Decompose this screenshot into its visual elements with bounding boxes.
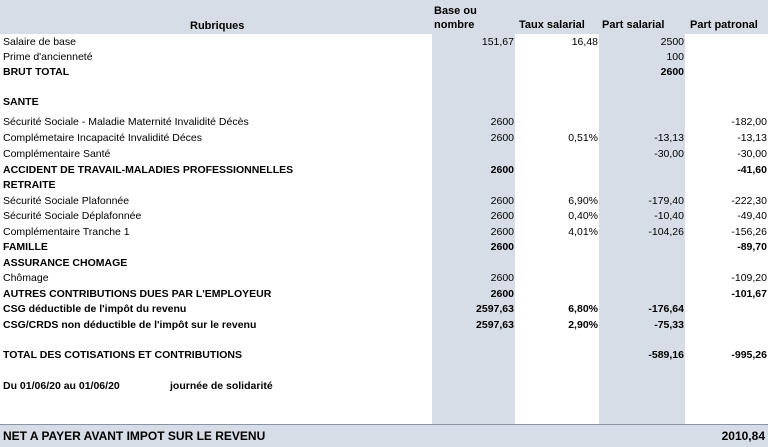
table-section-header: [0, 256, 768, 271]
row-label: Chômage: [3, 272, 49, 284]
row-label: AUTRES CONTRIBUTIONS DUES PAR L'EMPLOYEUR: [3, 288, 272, 300]
row-label: Sécurité Sociale - Maladie Maternité Invalidité Décès: [3, 116, 249, 128]
row-base: 2600: [490, 195, 514, 207]
row-taux: 2,90%: [568, 319, 598, 331]
row-part-patronal: -156,26: [731, 226, 767, 238]
table-row: [0, 35, 768, 50]
row-taux: 6,80%: [568, 303, 598, 315]
row-base: 2600: [490, 132, 514, 144]
header-base-line1: Base ou: [434, 5, 477, 17]
row-label: Sécurité Sociale Déplafonnée: [3, 210, 142, 222]
row-part-salarial: -104,26: [648, 226, 684, 238]
row-part-patronal: -30,00: [737, 148, 767, 160]
net-pay-bar: [0, 424, 768, 447]
row-part-patronal: -101,67: [731, 288, 767, 300]
row-taux: 4,01%: [568, 226, 598, 238]
row-part-salarial: -176,64: [648, 303, 684, 315]
row-part-patronal: -995,26: [731, 349, 767, 361]
row-label: TOTAL DES COTISATIONS ET CONTRIBUTIONS: [3, 349, 242, 361]
net-pay-value: 2010,84: [721, 429, 765, 443]
table-row: [0, 115, 768, 130]
row-base: 2597,63: [476, 303, 514, 315]
row-part-salarial: -179,40: [648, 195, 684, 207]
row-base: 2600: [490, 210, 514, 222]
table-row: [0, 163, 768, 178]
table-row: [0, 209, 768, 224]
row-part-salarial: 2500: [660, 36, 684, 48]
table-row: [0, 147, 768, 162]
row-label: RETRAITE: [3, 179, 56, 191]
table-row-total: [0, 65, 768, 80]
table-row: [0, 318, 768, 333]
row-base: 2600: [490, 164, 514, 176]
period-label: Du 01/06/20 au 01/06/20: [3, 380, 120, 392]
header-part-patronal: Part patronal: [690, 19, 758, 31]
row-label: Sécurité Sociale Plafonnée: [3, 195, 130, 207]
table-row: [0, 50, 768, 65]
row-label: BRUT TOTAL: [3, 66, 70, 78]
row-base: 151,67: [481, 36, 514, 48]
table-row: [0, 194, 768, 209]
table-row: [0, 287, 768, 302]
row-part-salarial: -10,40: [654, 210, 684, 222]
row-part-salarial: 100: [666, 51, 684, 63]
row-part-salarial: -13,13: [654, 132, 684, 144]
row-part-patronal: -49,40: [737, 210, 767, 222]
row-label: Prime d'ancienneté: [3, 51, 93, 63]
row-part-salarial: -30,00: [654, 148, 684, 160]
row-label: Complémetaire Incapacité Invalidité Déces: [3, 132, 203, 144]
row-part-patronal: -222,30: [731, 195, 767, 207]
table-row: [0, 271, 768, 286]
row-part-patronal: -89,70: [737, 241, 767, 253]
row-base: 2600: [490, 116, 514, 128]
header-taux-salarial: Taux salarial: [519, 19, 585, 31]
header-rubriques: Rubriques: [190, 20, 245, 32]
table-row: [0, 225, 768, 240]
row-part-salarial: -589,16: [648, 349, 684, 361]
header-part-salarial: Part salarial: [602, 19, 665, 31]
row-taux: 16,48: [571, 36, 598, 48]
row-label: SANTE: [3, 96, 39, 108]
table-row-total-contributions: [0, 348, 768, 363]
row-part-patronal: -182,00: [731, 116, 767, 128]
table-row: [0, 131, 768, 146]
row-base: 2600: [490, 226, 514, 238]
row-base: 2597,63: [476, 319, 514, 331]
row-base: 2600: [490, 241, 514, 253]
row-label: Complémentaire Tranche 1: [3, 226, 130, 238]
row-part-salarial: 2600: [660, 66, 684, 78]
row-label: CSG déductible de l'impôt du revenu: [3, 303, 187, 315]
row-label: ACCIDENT DE TRAVAIL-MALADIES PROFESSIONNELLES: [3, 164, 294, 176]
table-row: [0, 302, 768, 317]
row-label: CSG/CRDS non déductible de l'impôt sur le revenu: [3, 319, 257, 331]
row-part-patronal: -41,60: [737, 164, 767, 176]
row-base: 2600: [490, 272, 514, 284]
row-part-patronal: -109,20: [731, 272, 767, 284]
row-part-patronal: -13,13: [737, 132, 767, 144]
table-section-header: [0, 178, 768, 193]
period-row: [0, 379, 768, 394]
row-part-salarial: -75,33: [654, 319, 684, 331]
row-label: ASSURANCE CHOMAGE: [3, 257, 128, 269]
row-label: Complémentaire Santé: [3, 148, 111, 160]
table-row: [0, 240, 768, 255]
row-taux: 6,90%: [568, 195, 598, 207]
net-pay-label: NET A PAYER AVANT IMPOT SUR LE REVENU: [3, 429, 266, 443]
table-section-header: [0, 95, 768, 110]
row-label: FAMILLE: [3, 241, 48, 253]
row-base: 2600: [490, 288, 514, 300]
period-note: journée de solidarité: [170, 380, 273, 392]
row-taux: 0,51%: [568, 132, 598, 144]
row-taux: 0,40%: [568, 210, 598, 222]
header-base-line2: nombre: [434, 19, 475, 31]
row-label: Salaire de base: [3, 36, 76, 48]
